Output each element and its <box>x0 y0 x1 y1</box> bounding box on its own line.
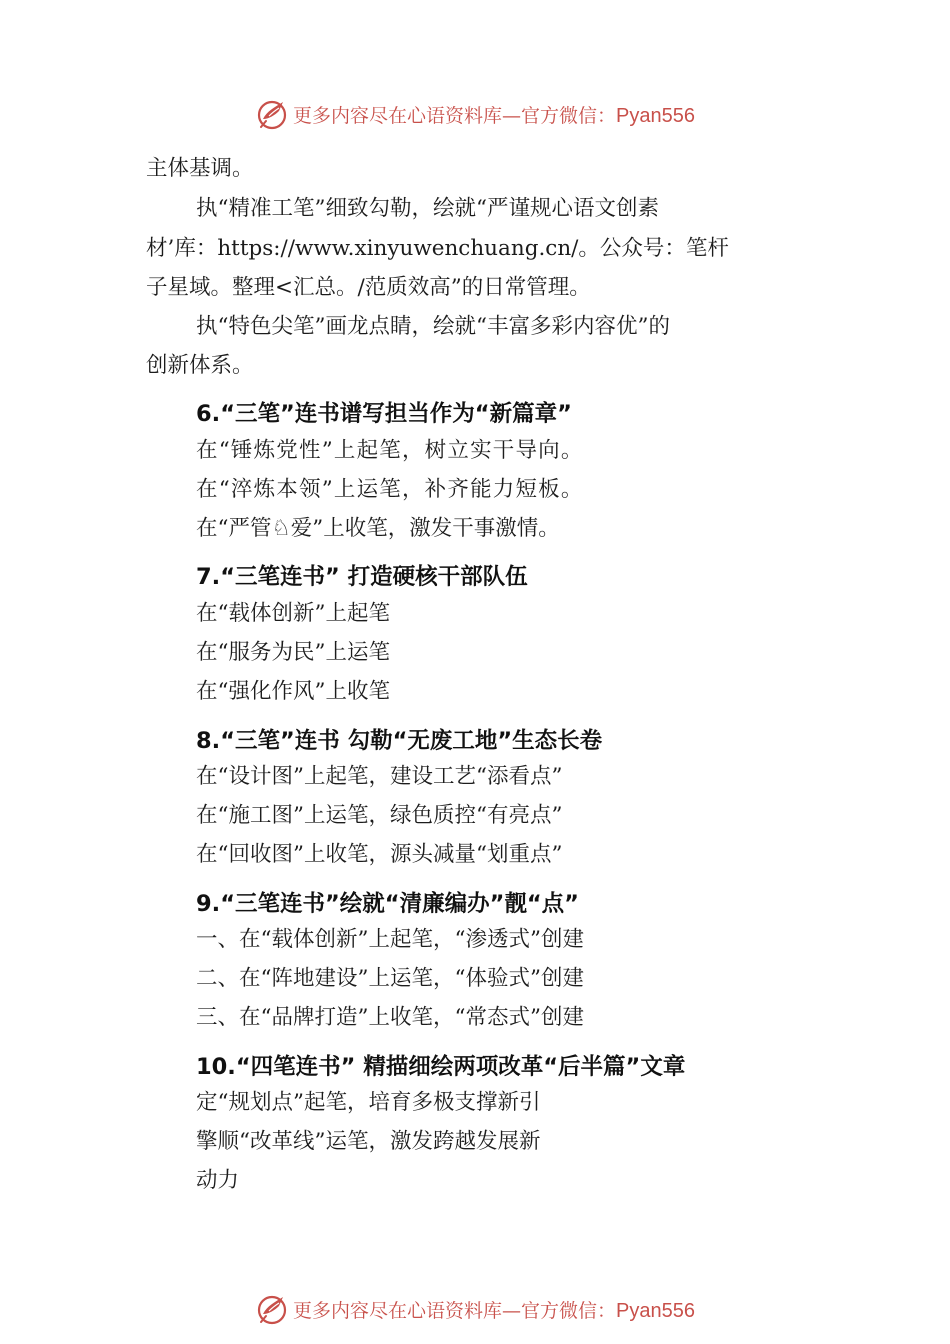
list-item: 在“服务为民”上运笔 <box>196 640 390 665</box>
list-item: 在“施工图”上运笔，绿色质控“有亮点” <box>196 803 563 828</box>
list-item: 三、在“品牌打造”上收笔，“常态式”创建 <box>196 1005 584 1030</box>
section-heading: 6.“三笔”连书谱写担当作为“新篇章” <box>196 401 572 427</box>
section-heading: 7.“三笔连书” 打造硬核干部队伍 <box>196 564 528 590</box>
section-heading: 10.“四笔连书” 精描细绘两项改革“后半篇”文章 <box>196 1054 686 1080</box>
wechat-id: Pyan556 <box>616 104 695 127</box>
list-item: 在“淬炼本领”上运笔，补齐能力短板。 <box>196 477 584 502</box>
footer-banner-text: 更多内容尽在心语资料库—官方微信：Pyan556 <box>293 1299 695 1322</box>
paragraph-line: 执“特色尖笔”画龙点睛，绘就“丰富多彩内容优”的 <box>196 314 670 339</box>
list-item: 定“规划点”起笔，培育多极支撑新引 <box>196 1090 541 1115</box>
paragraph-line: 创新体系。 <box>146 353 254 378</box>
wechat-id: Pyan556 <box>616 1299 695 1322</box>
list-item: 擎顺“改革线”运笔，激发跨越发展新 <box>196 1129 541 1154</box>
paragraph-line: 执“精准工笔”细致勾勒，绘就“严谨规心语文创素 <box>196 196 659 221</box>
list-item: 在“强化作风”上收笔 <box>196 679 390 704</box>
header-banner-text: 更多内容尽在心语资料库—官方微信：Pyan556 <box>293 104 695 127</box>
section-heading: 8.“三笔”连书 勾勒“无废工地”生态长卷 <box>196 728 603 754</box>
paragraph-line: 材’库：https://www.xinyuwenchuang.cn/。公众号：笔杆 <box>146 236 729 261</box>
list-item: 一、在“载体创新”上起笔，“渗透式”创建 <box>196 927 584 952</box>
paragraph-line: 主体基调。 <box>146 156 254 181</box>
list-item: 二、在“阵地建设”上运笔，“体验式”创建 <box>196 966 584 991</box>
paragraph-line: 子星域。整理<汇总。/范质效高”的日常管理。 <box>146 275 591 300</box>
list-item: 在“设计图”上起笔，建设工艺“添看点” <box>196 764 563 789</box>
list-item: 在“回收图”上收笔，源头减量“划重点” <box>196 842 563 867</box>
list-item: 在“载体创新”上起笔 <box>196 601 390 626</box>
section-heading: 9.“三笔连书”绘就“清廉编办”靓“点” <box>196 891 579 917</box>
pen-logo-icon <box>255 1292 289 1326</box>
list-item: 动力 <box>196 1168 240 1193</box>
list-item: 在“锤炼党性”上起笔，树立实干导向。 <box>196 438 584 463</box>
list-item: 在“严管♘爱”上收笔，激发干事激情。 <box>196 516 560 541</box>
footer-banner <box>0 1289 950 1329</box>
